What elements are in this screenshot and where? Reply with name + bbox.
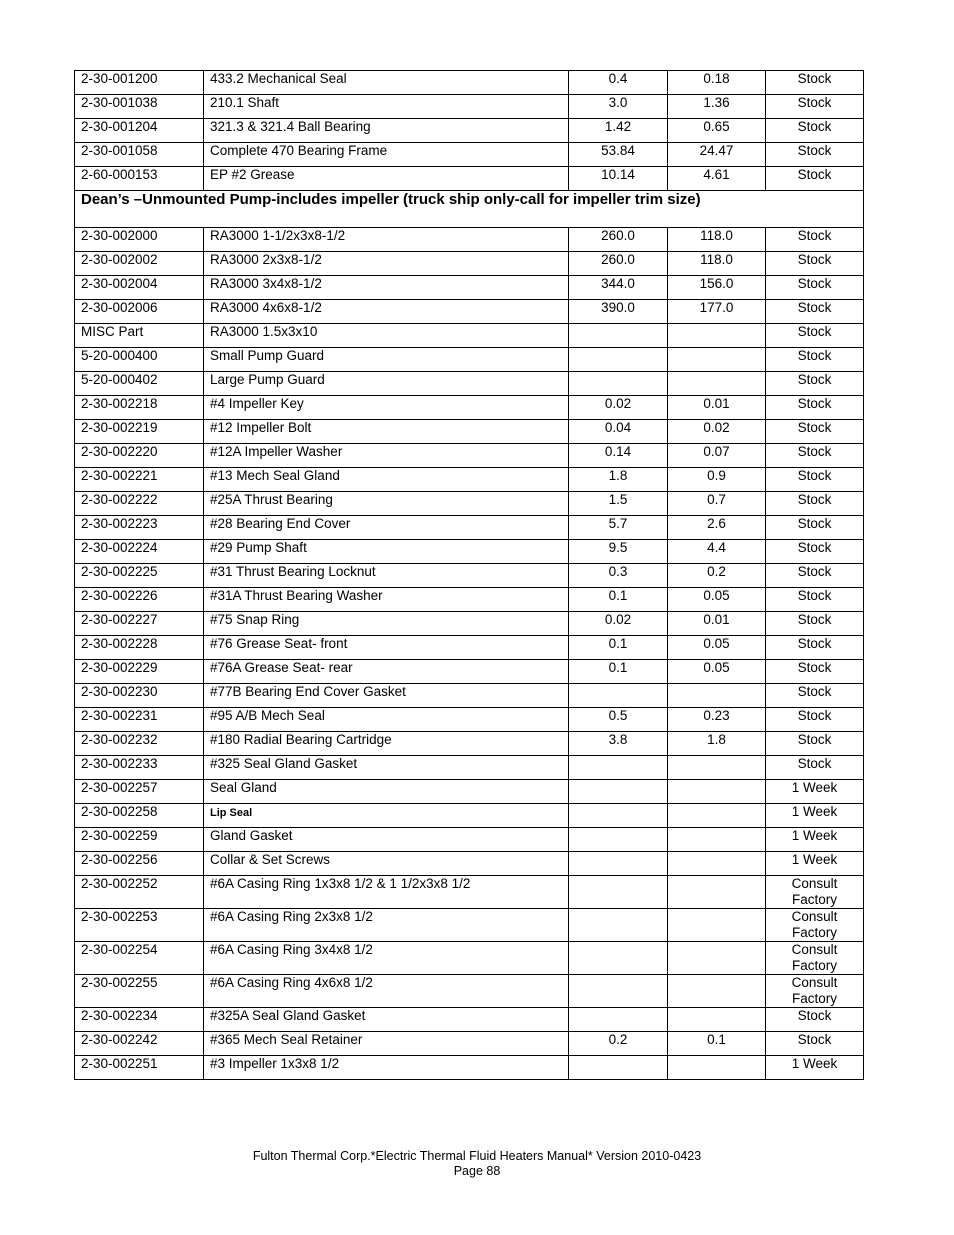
availability-cell: Stock: [766, 732, 864, 756]
description-cell: #12 Impeller Bolt: [204, 420, 569, 444]
table-row: [75, 852, 864, 876]
weight-lbs-cell: [569, 684, 668, 708]
description-cell: #6A Casing Ring 2x3x8 1/2: [204, 909, 569, 942]
part-number-cell: 2-30-002220: [75, 444, 204, 468]
weight-lbs-cell: 260.0: [569, 252, 668, 276]
weight-kg-cell: [668, 372, 766, 396]
part-number-cell: 2-30-001058: [75, 143, 204, 167]
weight-kg-cell: 0.05: [668, 660, 766, 684]
weight-lbs-cell: [569, 780, 668, 804]
table-row: [75, 252, 864, 276]
availability-cell: Stock: [766, 348, 864, 372]
availability-cell: Consult Factory: [766, 942, 864, 975]
part-number-cell: 5-20-000402: [75, 372, 204, 396]
weight-kg-cell: [668, 1056, 766, 1080]
table-row: [75, 732, 864, 756]
table-row: [75, 540, 864, 564]
table-row: [75, 516, 864, 540]
table-row: [75, 119, 864, 143]
weight-kg-cell: 2.6: [668, 516, 766, 540]
weight-lbs-cell: [569, 348, 668, 372]
table-row: [75, 420, 864, 444]
part-number-cell: 2-30-002004: [75, 276, 204, 300]
weight-lbs-cell: 0.1: [569, 636, 668, 660]
weight-kg-cell: 0.2: [668, 564, 766, 588]
part-number-cell: 2-30-002219: [75, 420, 204, 444]
availability-cell: Stock: [766, 564, 864, 588]
weight-lbs-cell: [569, 804, 668, 828]
part-number-cell: 2-30-002251: [75, 1056, 204, 1080]
table-row: [75, 167, 864, 191]
table-row: [75, 228, 864, 252]
availability-cell: Stock: [766, 372, 864, 396]
description-cell: #325A Seal Gland Gasket: [204, 1008, 569, 1032]
table-row: [75, 588, 864, 612]
part-number-cell: 2-30-002226: [75, 588, 204, 612]
description-cell: 321.3 & 321.4 Ball Bearing: [204, 119, 569, 143]
weight-lbs-cell: 260.0: [569, 228, 668, 252]
table-row: [75, 564, 864, 588]
part-number-cell: 2-30-002218: [75, 396, 204, 420]
availability-cell: 1 Week: [766, 1056, 864, 1080]
availability-cell: Stock: [766, 1008, 864, 1032]
weight-kg-cell: 4.4: [668, 540, 766, 564]
weight-lbs-cell: 0.2: [569, 1032, 668, 1056]
part-number-cell: 2-30-002229: [75, 660, 204, 684]
availability-cell: Consult Factory: [766, 876, 864, 909]
weight-kg-cell: [668, 975, 766, 1008]
part-number-cell: 2-30-002231: [75, 708, 204, 732]
availability-cell: Stock: [766, 324, 864, 348]
table-row: [75, 372, 864, 396]
weight-lbs-cell: [569, 942, 668, 975]
footer-title: Fulton Thermal Corp.*Electric Thermal Fluid Heaters Manual* Version 2010-0423: [252, 1149, 702, 1163]
weight-kg-cell: [668, 804, 766, 828]
description-cell: #3 Impeller 1x3x8 1/2: [204, 1056, 569, 1080]
part-number-cell: 2-30-002222: [75, 492, 204, 516]
weight-kg-cell: 118.0: [668, 252, 766, 276]
availability-cell: Stock: [766, 588, 864, 612]
weight-kg-cell: 0.07: [668, 444, 766, 468]
description-cell: RA3000 2x3x8-1/2: [204, 252, 569, 276]
description-cell: 433.2 Mechanical Seal: [204, 71, 569, 95]
table-row: [75, 636, 864, 660]
weight-kg-cell: 0.01: [668, 612, 766, 636]
weight-lbs-cell: 1.5: [569, 492, 668, 516]
part-number-cell: 2-30-002232: [75, 732, 204, 756]
table-row: [75, 468, 864, 492]
availability-cell: Consult Factory: [766, 909, 864, 942]
availability-cell: Stock: [766, 119, 864, 143]
part-number-cell: 2-30-002223: [75, 516, 204, 540]
weight-lbs-cell: 3.8: [569, 732, 668, 756]
weight-kg-cell: 0.18: [668, 71, 766, 95]
table-row: [75, 660, 864, 684]
description-cell: Complete 470 Bearing Frame: [204, 143, 569, 167]
weight-lbs-cell: [569, 1008, 668, 1032]
description-cell: #29 Pump Shaft: [204, 540, 569, 564]
availability-cell: Stock: [766, 396, 864, 420]
description-cell: [204, 804, 569, 828]
weight-lbs-cell: 0.1: [569, 588, 668, 612]
availability-cell: Stock: [766, 71, 864, 95]
weight-lbs-cell: 5.7: [569, 516, 668, 540]
availability-cell: Stock: [766, 756, 864, 780]
table-row: [75, 276, 864, 300]
description-cell: #28 Bearing End Cover: [204, 516, 569, 540]
weight-kg-cell: [668, 876, 766, 909]
weight-lbs-cell: 10.14: [569, 167, 668, 191]
description-cell: #31A Thrust Bearing Washer: [204, 588, 569, 612]
weight-kg-cell: 0.02: [668, 420, 766, 444]
description-cell: #6A Casing Ring 4x6x8 1/2: [204, 975, 569, 1008]
availability-cell: 1 Week: [766, 828, 864, 852]
availability-cell: Stock: [766, 516, 864, 540]
description-cell: #13 Mech Seal Gland: [204, 468, 569, 492]
weight-kg-cell: 0.7: [668, 492, 766, 516]
part-number-cell: MISC Part: [75, 324, 204, 348]
part-number-cell: 2-30-001200: [75, 71, 204, 95]
description-cell: RA3000 3x4x8-1/2: [204, 276, 569, 300]
part-number-cell: 2-30-002230: [75, 684, 204, 708]
weight-lbs-cell: [569, 909, 668, 942]
weight-kg-cell: [668, 942, 766, 975]
weight-lbs-cell: 0.02: [569, 396, 668, 420]
weight-lbs-cell: 0.4: [569, 71, 668, 95]
availability-cell: Consult Factory: [766, 975, 864, 1008]
table-row: [75, 708, 864, 732]
weight-lbs-cell: [569, 756, 668, 780]
section-heading: Dean’s –Unmounted Pump-includes impeller (truck ship only-call for impeller trim size): [75, 191, 864, 228]
availability-cell: Stock: [766, 252, 864, 276]
part-number-cell: 2-30-002233: [75, 756, 204, 780]
weight-kg-cell: 0.05: [668, 588, 766, 612]
weight-lbs-cell: 0.3: [569, 564, 668, 588]
weight-kg-cell: 118.0: [668, 228, 766, 252]
table-row: [75, 804, 864, 828]
weight-lbs-cell: [569, 975, 668, 1008]
part-number-cell: 2-30-002259: [75, 828, 204, 852]
weight-kg-cell: 0.9: [668, 468, 766, 492]
parts-table: [74, 70, 864, 1080]
availability-cell: Stock: [766, 444, 864, 468]
part-number-cell: 2-30-002257: [75, 780, 204, 804]
part-number-cell: 2-30-002252: [75, 876, 204, 909]
description-cell: Small Pump Guard: [204, 348, 569, 372]
description-cell: #77B Bearing End Cover Gasket: [204, 684, 569, 708]
weight-kg-cell: [668, 684, 766, 708]
weight-kg-cell: [668, 852, 766, 876]
weight-kg-cell: [668, 909, 766, 942]
availability-cell: 1 Week: [766, 780, 864, 804]
part-number-cell: 2-30-001204: [75, 119, 204, 143]
footer-page-number: Page 88: [453, 1164, 501, 1178]
part-number-cell: 2-30-001038: [75, 95, 204, 119]
weight-lbs-cell: 0.14: [569, 444, 668, 468]
part-number-cell: 5-20-000400: [75, 348, 204, 372]
part-number-cell: 2-30-002225: [75, 564, 204, 588]
description-cell: #365 Mech Seal Retainer: [204, 1032, 569, 1056]
weight-lbs-cell: [569, 876, 668, 909]
section-heading-row: [75, 191, 864, 228]
weight-kg-cell: [668, 348, 766, 372]
table-row: [75, 324, 864, 348]
weight-kg-cell: [668, 756, 766, 780]
weight-kg-cell: 0.05: [668, 636, 766, 660]
availability-cell: 1 Week: [766, 852, 864, 876]
description-cell: #4 Impeller Key: [204, 396, 569, 420]
weight-lbs-cell: 3.0: [569, 95, 668, 119]
availability-cell: Stock: [766, 143, 864, 167]
description-text: Lip Seal: [210, 807, 253, 819]
weight-kg-cell: 0.23: [668, 708, 766, 732]
weight-lbs-cell: 1.8: [569, 468, 668, 492]
parts-table-top-body: [75, 71, 864, 191]
availability-cell: Stock: [766, 167, 864, 191]
table-row: [75, 612, 864, 636]
weight-kg-cell: 177.0: [668, 300, 766, 324]
availability-cell: Stock: [766, 684, 864, 708]
table-row: [75, 828, 864, 852]
weight-lbs-cell: [569, 828, 668, 852]
part-number-cell: 2-60-000153: [75, 167, 204, 191]
description-cell: 210.1 Shaft: [204, 95, 569, 119]
availability-cell: Stock: [766, 612, 864, 636]
description-cell: RA3000 1-1/2x3x8-1/2: [204, 228, 569, 252]
availability-cell: Stock: [766, 468, 864, 492]
availability-cell: Stock: [766, 636, 864, 660]
weight-kg-cell: 1.8: [668, 732, 766, 756]
availability-cell: Stock: [766, 95, 864, 119]
table-row: [75, 1056, 864, 1080]
weight-lbs-cell: 0.5: [569, 708, 668, 732]
availability-cell: 1 Week: [766, 804, 864, 828]
part-number-cell: 2-30-002234: [75, 1008, 204, 1032]
weight-kg-cell: 156.0: [668, 276, 766, 300]
weight-kg-cell: [668, 828, 766, 852]
part-number-cell: 2-30-002221: [75, 468, 204, 492]
part-number-cell: 2-30-002227: [75, 612, 204, 636]
weight-lbs-cell: 1.42: [569, 119, 668, 143]
description-cell: #6A Casing Ring 3x4x8 1/2: [204, 942, 569, 975]
part-number-cell: 2-30-002253: [75, 909, 204, 942]
table-row: [75, 300, 864, 324]
weight-kg-cell: [668, 324, 766, 348]
weight-kg-cell: 0.01: [668, 396, 766, 420]
table-row: [75, 492, 864, 516]
table-row: [75, 975, 864, 1008]
table-row: [75, 444, 864, 468]
weight-lbs-cell: [569, 324, 668, 348]
description-cell: #325 Seal Gland Gasket: [204, 756, 569, 780]
availability-cell: Stock: [766, 228, 864, 252]
weight-lbs-cell: 344.0: [569, 276, 668, 300]
part-number-cell: 2-30-002255: [75, 975, 204, 1008]
availability-cell: Stock: [766, 1032, 864, 1056]
description-cell: #76A Grease Seat- rear: [204, 660, 569, 684]
weight-kg-cell: 0.65: [668, 119, 766, 143]
table-row: [75, 1008, 864, 1032]
table-row: [75, 348, 864, 372]
part-number-cell: 2-30-002242: [75, 1032, 204, 1056]
availability-cell: Stock: [766, 420, 864, 444]
weight-lbs-cell: 9.5: [569, 540, 668, 564]
availability-cell: Stock: [766, 492, 864, 516]
part-number-cell: 2-30-002258: [75, 804, 204, 828]
description-cell: #75 Snap Ring: [204, 612, 569, 636]
table-row: [75, 684, 864, 708]
weight-kg-cell: [668, 1008, 766, 1032]
table-row: [75, 780, 864, 804]
table-row: [75, 143, 864, 167]
weight-lbs-cell: 0.1: [569, 660, 668, 684]
description-cell: RA3000 1.5x3x10: [204, 324, 569, 348]
table-row: [75, 909, 864, 942]
table-row: [75, 756, 864, 780]
weight-lbs-cell: [569, 1056, 668, 1080]
weight-lbs-cell: 390.0: [569, 300, 668, 324]
weight-kg-cell: 0.1: [668, 1032, 766, 1056]
table-row: [75, 876, 864, 909]
weight-lbs-cell: 53.84: [569, 143, 668, 167]
weight-lbs-cell: 0.04: [569, 420, 668, 444]
description-cell: #12A Impeller Washer: [204, 444, 569, 468]
table-row: [75, 1032, 864, 1056]
availability-cell: Stock: [766, 540, 864, 564]
description-cell: #76 Grease Seat- front: [204, 636, 569, 660]
availability-cell: Stock: [766, 276, 864, 300]
weight-lbs-cell: [569, 852, 668, 876]
description-cell: #31 Thrust Bearing Locknut: [204, 564, 569, 588]
part-number-cell: 2-30-002228: [75, 636, 204, 660]
weight-lbs-cell: [569, 372, 668, 396]
table-row: [75, 396, 864, 420]
description-cell: Seal Gland: [204, 780, 569, 804]
description-cell: #25A Thrust Bearing: [204, 492, 569, 516]
description-cell: Collar & Set Screws: [204, 852, 569, 876]
table-row: [75, 942, 864, 975]
table-row: [75, 95, 864, 119]
description-cell: #95 A/B Mech Seal: [204, 708, 569, 732]
availability-cell: Stock: [766, 660, 864, 684]
description-cell: #180 Radial Bearing Cartridge: [204, 732, 569, 756]
description-cell: Gland Gasket: [204, 828, 569, 852]
parts-table-main-body: [75, 228, 864, 1080]
part-number-cell: 2-30-002000: [75, 228, 204, 252]
weight-lbs-cell: 0.02: [569, 612, 668, 636]
availability-cell: Stock: [766, 708, 864, 732]
weight-kg-cell: 4.61: [668, 167, 766, 191]
description-cell: EP #2 Grease: [204, 167, 569, 191]
weight-kg-cell: 1.36: [668, 95, 766, 119]
part-number-cell: 2-30-002256: [75, 852, 204, 876]
part-number-cell: 2-30-002254: [75, 942, 204, 975]
description-cell: #6A Casing Ring 1x3x8 1/2 & 1 1/2x3x8 1/2: [204, 876, 569, 909]
part-number-cell: 2-30-002002: [75, 252, 204, 276]
part-number-cell: 2-30-002006: [75, 300, 204, 324]
weight-kg-cell: [668, 780, 766, 804]
weight-kg-cell: 24.47: [668, 143, 766, 167]
availability-cell: Stock: [766, 300, 864, 324]
description-cell: Large Pump Guard: [204, 372, 569, 396]
section-heading-body: [75, 191, 864, 228]
table-row: [75, 71, 864, 95]
part-number-cell: 2-30-002224: [75, 540, 204, 564]
description-cell: RA3000 4x6x8-1/2: [204, 300, 569, 324]
